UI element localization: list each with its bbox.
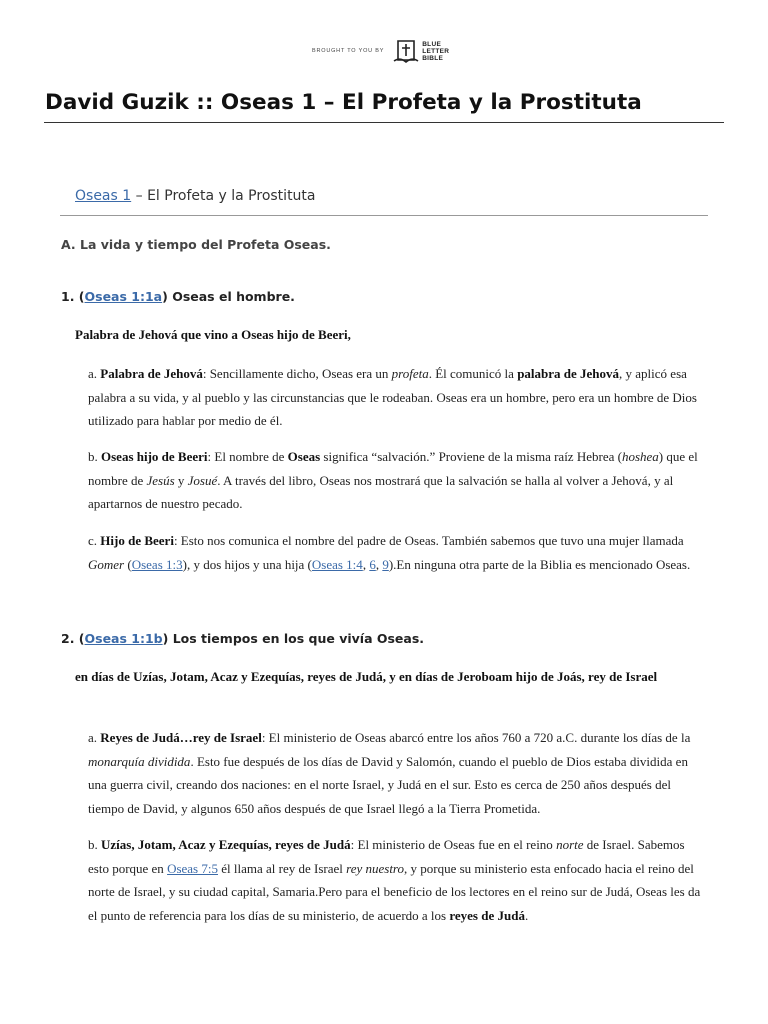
- breadcrumb-divider: [60, 215, 708, 216]
- point-2-verse: en días de Uzías, Jotam, Acaz y Ezequías, reyes de Judá, y en días de Jeroboam hijo de Joás, rey de Israel: [75, 669, 658, 684]
- point-1-title: ) Oseas el hombre.: [162, 289, 295, 304]
- para-text: (: [124, 556, 132, 572]
- ref-link-oseas-7-5[interactable]: Oseas 7:5: [167, 860, 218, 876]
- point-2-title: ) Los tiempos en los que vivía Oseas.: [162, 631, 425, 646]
- para-italic: hoshea: [621, 449, 659, 464]
- point-1-number: 1. (: [61, 289, 85, 304]
- point-1-para-a: [88, 362, 708, 433]
- ref-link-6[interactable]: 6: [369, 556, 376, 572]
- para-bold: reyes de Judá: [449, 907, 525, 923]
- book-logo-icon: [392, 35, 420, 67]
- para-text: : El ministerio de Oseas abarcó entre los años 760 a 720 a.C. durante los días de la: [261, 730, 691, 745]
- para-text: ) que el nombre de: [88, 449, 698, 488]
- para-text: ).En ninguna otra parte de la Biblia es mencionado Oseas.: [388, 556, 691, 572]
- para-prefix: a.: [88, 366, 101, 381]
- para-text: significa “salvación.” Proviene de la misma raíz Hebrea (: [320, 449, 622, 464]
- title-divider: [44, 122, 724, 123]
- para-text: y: [174, 472, 188, 488]
- brand-lead-text: BROUGHT TO YOU BY: [312, 48, 385, 54]
- point-2-number: 2. (: [61, 631, 85, 646]
- point-2-heading: [61, 629, 424, 649]
- para-italic: Josué: [187, 472, 218, 488]
- breadcrumb-link-oseas-1[interactable]: Oseas 1: [75, 188, 132, 204]
- para-bold: Hijo de Beeri: [100, 533, 174, 548]
- para-text: . A través del libro, Oseas nos mostrará que la salvación se halla al volver a Jehová, y al apartarnos de nuestro pecado.: [88, 472, 674, 511]
- point-1-para-b: [88, 445, 708, 516]
- brand-line-1: BLUE: [422, 40, 442, 48]
- para-prefix: b.: [88, 837, 101, 852]
- brand-line-2: LETTER: [422, 47, 450, 55]
- para-bold: Palabra de Jehová: [100, 366, 203, 381]
- para-text: ), y dos hijos y una hija (: [182, 556, 312, 572]
- brand-line-3: BIBLE: [422, 54, 444, 62]
- point-1-ref-link[interactable]: Oseas 1:1a: [84, 289, 163, 304]
- para-bold: Oseas: [287, 449, 321, 464]
- para-text: .: [524, 907, 529, 923]
- para-bold: palabra de Jehová: [517, 366, 620, 381]
- para-italic: rey nuestro: [346, 860, 405, 876]
- point-1-heading: [61, 287, 295, 307]
- para-text: de Israel. Sabemos esto porque en: [88, 837, 685, 876]
- para-text: : El nombre de: [207, 449, 288, 464]
- point-2-para-a: [88, 726, 708, 820]
- breadcrumb-text: – El Profeta y la Prostituta: [131, 188, 316, 204]
- ref-link-oseas-1-4[interactable]: Oseas 1:4: [311, 556, 363, 572]
- para-italic: monarquía dividida: [88, 753, 191, 769]
- para-prefix: b.: [88, 449, 101, 464]
- ref-link-9[interactable]: 9: [382, 556, 389, 572]
- para-text: él llama al rey de Israel: [217, 860, 347, 876]
- point-1-para-c: [88, 529, 708, 576]
- para-text: : Sencillamente dicho, Oseas era un: [202, 366, 392, 381]
- para-italic: profeta: [391, 366, 429, 381]
- ref-link-oseas-1-3[interactable]: Oseas 1:3: [131, 556, 183, 572]
- para-text: ,: [362, 556, 370, 572]
- para-italic: norte: [556, 837, 584, 852]
- para-text: : El ministerio de Oseas fue en el reino: [350, 837, 557, 852]
- breadcrumb: [75, 185, 316, 207]
- para-bold: Uzías, Jotam, Acaz y Ezequías, reyes de Judá: [101, 837, 351, 852]
- para-prefix: c.: [88, 533, 101, 548]
- para-text: . Esto fue después de los días de David y Salomón, cuando el pueblo de Dios estaba dividida en una guerra civil, creando dos naciones: en el norte Israel, y Judá en el sur. Esto es cerca de 250 años después del tiempo de David, y algunos 650 años después de que Israel llegó a la Tierra Prometida.: [88, 753, 688, 816]
- para-italic: Jesús: [146, 472, 175, 488]
- section-heading: A. La vida y tiempo del Profeta Oseas.: [61, 237, 331, 252]
- para-text: ,: [375, 556, 383, 572]
- point-2-para-b: [88, 833, 708, 927]
- brand-name: [422, 41, 449, 62]
- para-bold: Oseas hijo de Beeri: [101, 449, 208, 464]
- para-italic: Gomer: [88, 556, 125, 572]
- para-text: , y porque su ministerio esta enfocado hacia el reino del norte de Israel, y su ciudad capital, Samaria.Pero para el beneficio de los lectores en el reino sur de Judá, Oseas les da el punto de referencia para los días de su ministerio, de acuerdo a los: [88, 860, 701, 923]
- para-text: , y aplicó esa palabra a su vida, y al pueblo y las circunstancias que le rodeaban. Oseas era un hombre, pero era un hombre de Dios utilizado para hablar por medio de él.: [88, 366, 697, 428]
- page-title: David Guzik :: Oseas 1 – El Profeta y la Prostituta: [45, 90, 642, 115]
- para-text: . Él comunicó la: [428, 366, 518, 381]
- point-1-verse: Palabra de Jehová que vino a Oseas hijo de Beeri,: [75, 327, 351, 342]
- brand-header: [312, 34, 472, 68]
- para-bold: Reyes de Judá…rey de Israel: [100, 730, 262, 745]
- point-2-ref-link[interactable]: Oseas 1:1b: [84, 631, 163, 646]
- para-prefix: a.: [88, 730, 101, 745]
- para-text: : Esto nos comunica el nombre del padre de Oseas. También sabemos que tuvo una mujer llamada: [173, 533, 684, 548]
